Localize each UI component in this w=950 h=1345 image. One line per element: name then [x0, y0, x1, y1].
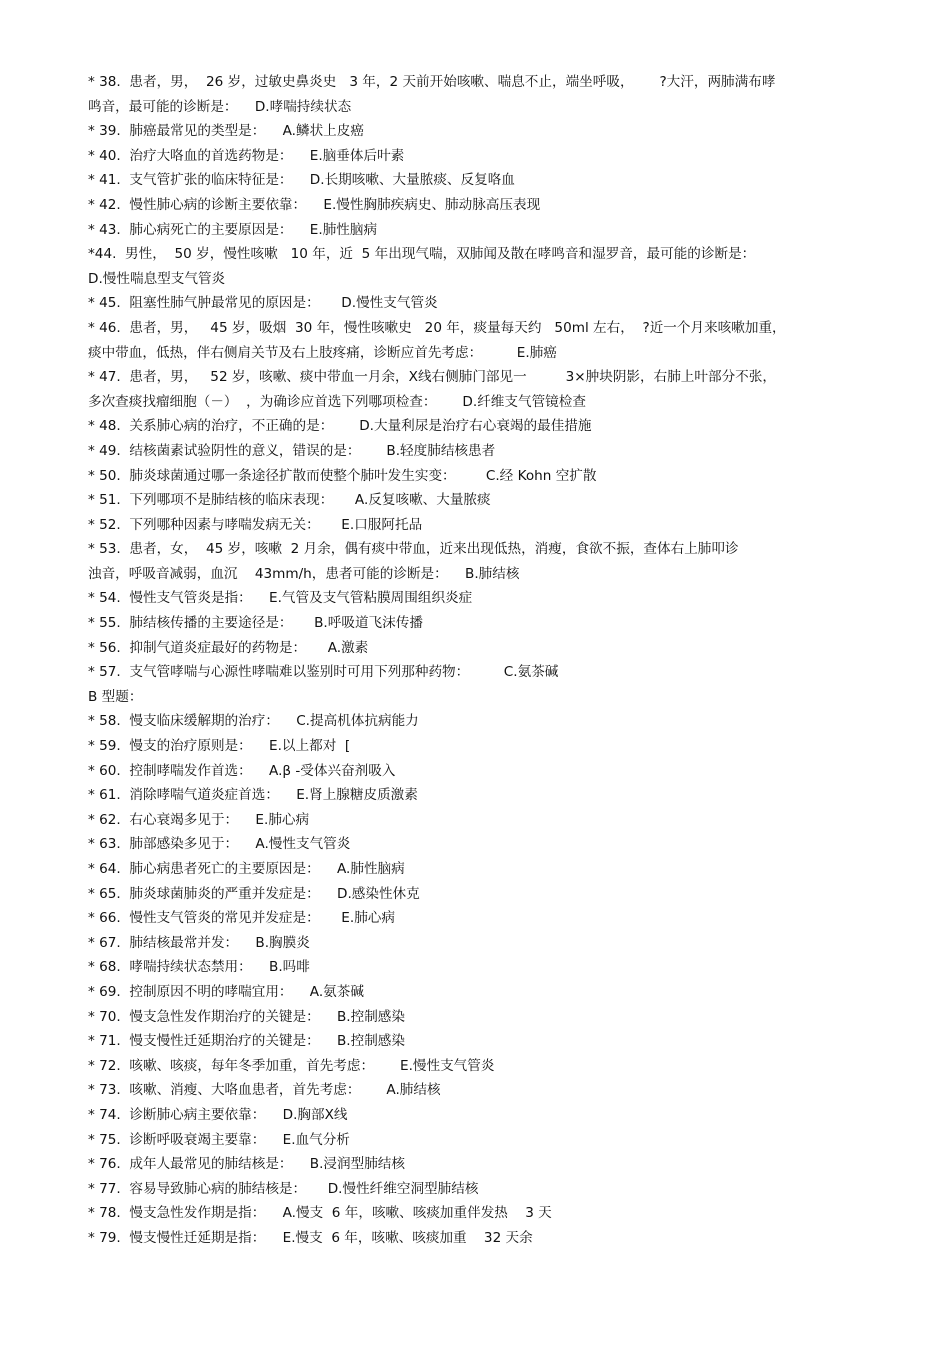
- question-line: * 74. 诊断肺心病主要依靠： D.胸部X线: [88, 1106, 348, 1123]
- question-line: * 71. 慢支慢性迁延期治疗的关键是： B.控制感染: [88, 1033, 405, 1050]
- question-line: D.慢性喘息型支气管炎: [88, 270, 226, 287]
- question-line: * 54. 慢性支气管炎是指： E.气管及支气管粘膜周围组织炎症: [88, 590, 473, 607]
- question-line: 痰中带血，低热，伴右侧肩关节及右上肢疼痛，诊断应首先考虑： E.肺癌: [88, 344, 557, 361]
- question-line: * 59. 慢支的治疗原则是： E.以上都对 [: [88, 738, 351, 755]
- question-line: * 53. 患者，女， 45 岁，咳嗽 2 月余，偶有痰中带血，近来出现低热，消瘦，食欲不振，查体右上肺叩诊: [88, 541, 739, 558]
- question-line: * 55. 肺结核传播的主要途径是： B.呼吸道飞沫传播: [88, 615, 423, 632]
- question-line: * 42. 慢性肺心病的诊断主要依靠： E.慢性胸肺疾病史、肺动脉高压表现: [88, 196, 541, 213]
- question-line: 浊音，呼吸音减弱，血沉 43mm/h，患者可能的诊断是： B.肺结核: [88, 565, 520, 582]
- question-line: * 62. 右心衰竭多见于： E.肺心病: [88, 811, 310, 828]
- question-line: * 67. 肺结核最常并发： B.胸膜炎: [88, 934, 310, 951]
- question-line: * 49. 结核菌素试验阴性的意义，错误的是： B.轻度肺结核患者: [88, 442, 496, 459]
- question-line: * 65. 肺炎球菌肺炎的严重并发症是： D.感染性休克: [88, 885, 420, 902]
- question-line: * 72. 咳嗽、咳痰，每年冬季加重，首先考虑： E.慢性支气管炎: [88, 1057, 495, 1074]
- question-line: * 45. 阻塞性肺气肿最常见的原因是： D.慢性支气管炎: [88, 295, 438, 312]
- question-line: * 46. 患者，男， 45 岁，吸烟 30 年，慢性咳嗽史 20 年，痰量每天约 50ml 左右， ?近一个月来咳嗽加重，: [88, 319, 786, 336]
- question-line: *44. 男性， 50 岁，慢性咳嗽 10 年，近 5 年出现气喘，双肺闻及散在哮鸣音和湿罗音，最可能的诊断是：: [88, 246, 756, 263]
- question-line: * 56. 抑制气道炎症最好的药物是： A.激素: [88, 639, 369, 656]
- question-line: * 63. 肺部感染多见于： A.慢性支气管炎: [88, 836, 351, 853]
- question-list: [88, 70, 858, 1251]
- question-line: * 51. 下列哪项不是肺结核的临床表现： A.反复咳嗽、大量脓痰: [88, 492, 491, 509]
- question-line: 多次查痰找瘤细胞（－） ，为确诊应首选下列哪项检查： D.纤维支气管镜检查: [88, 393, 586, 410]
- question-line: * 76. 成年人最常见的肺结核是： B.浸润型肺结核: [88, 1156, 405, 1173]
- question-line: * 39. 肺癌最常见的类型是： A.鳞状上皮癌: [88, 123, 364, 140]
- question-line: * 79. 慢支慢性迁延期是指： E.慢支 6 年，咳嗽、咳痰加重 32 天余: [88, 1229, 533, 1246]
- question-line: * 73. 咳嗽、消瘦、大咯血患者，首先考虑： A.肺结核: [88, 1082, 441, 1099]
- question-line: * 68. 哮喘持续状态禁用： B.吗啡: [88, 959, 310, 976]
- question-line: * 77. 容易导致肺心病的肺结核是： D.慢性纤维空洞型肺结核: [88, 1180, 479, 1197]
- question-line: * 38. 患者，男， 26 岁，过敏史鼻炎史 3 年，2 天前开始咳嗽、喘息不止，端坐呼吸， ?大汗，两肺满布哮: [88, 74, 776, 90]
- question-line: B 型题：: [88, 688, 143, 705]
- question-line: * 58. 慢支临床缓解期的治疗： C.提高机体抗病能力: [88, 713, 419, 730]
- question-line: * 43. 肺心病死亡的主要原因是： E.肺性脑病: [88, 221, 378, 238]
- question-line: * 64. 肺心病患者死亡的主要原因是： A.肺性脑病: [88, 861, 405, 877]
- question-line: * 60. 控制哮喘发作首选： A.β -受体兴奋剂吸入: [88, 762, 396, 779]
- question-line: * 50. 肺炎球菌通过哪一条途径扩散而使整个肺叶发生实变： C.经 Kohn 空扩散: [88, 467, 597, 484]
- question-line: * 57. 支气管哮喘与心源性哮喘难以鉴别时可用下列那种药物： C.氨茶碱: [88, 664, 559, 681]
- question-line: * 48. 关系肺心病的治疗，不正确的是： D.大量利尿是治疗右心衰竭的最佳措施: [88, 418, 592, 435]
- question-line: * 40. 治疗大咯血的首选药物是： E.脑垂体后叶素: [88, 147, 405, 164]
- question-line: * 66. 慢性支气管炎的常见并发症是： E.肺心病: [88, 910, 395, 927]
- question-line: * 75. 诊断呼吸衰竭主要靠： E.血气分析: [88, 1131, 350, 1148]
- question-line: * 47. 患者，男， 52 岁，咳嗽、痰中带血一月余，X线右侧肺门部见一 3×肿块阴影，右肺上叶部分不张，: [88, 369, 776, 386]
- question-line: * 52. 下列哪种因素与哮喘发病无关： E.口服阿托品: [88, 516, 423, 533]
- question-line: * 41. 支气管扩张的临床特征是： D.长期咳嗽、大量脓痰、反复咯血: [88, 172, 515, 189]
- question-line: * 61. 消除哮喘气道炎症首选： E.肾上腺糖皮质激素: [88, 787, 418, 804]
- question-line: * 78. 慢支急性发作期是指： A.慢支 6 年，咳嗽、咳痰加重伴发热 3 天: [88, 1205, 552, 1222]
- question-line: 鸣音，最可能的诊断是： D.哮喘持续状态: [88, 98, 352, 115]
- question-line: * 69. 控制原因不明的哮喘宜用： A.氨茶碱: [88, 983, 364, 1000]
- question-line: * 70. 慢支急性发作期治疗的关键是： B.控制感染: [88, 1008, 405, 1025]
